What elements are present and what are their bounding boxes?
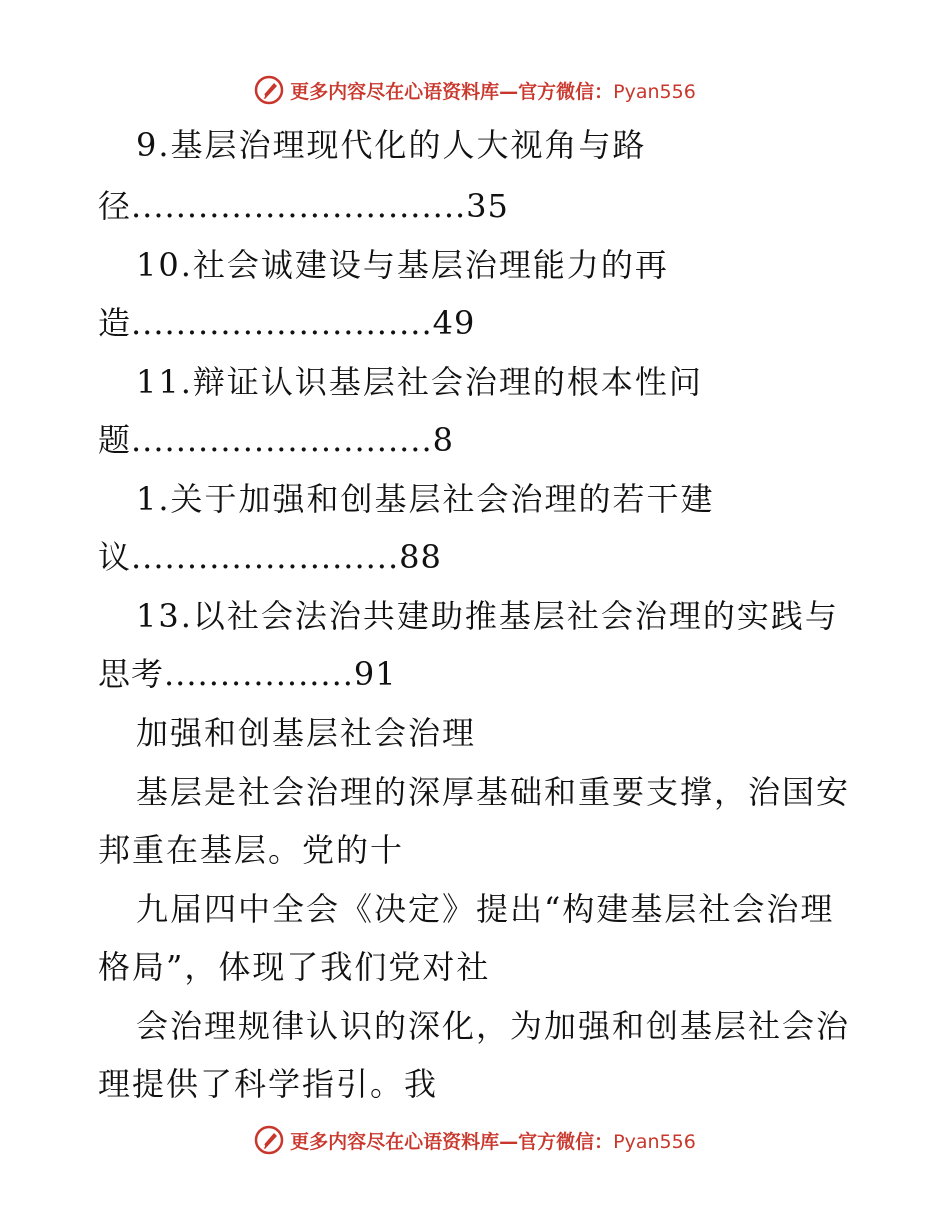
watermark-id: Pyan556 bbox=[613, 1130, 696, 1153]
toc-entry-13-title: 13.以社会法治共建助推基层社会治理的实践与 bbox=[136, 597, 839, 635]
paragraph-2-line-1: 九届四中全会《决定》提出“构建基层社会治理 bbox=[136, 890, 835, 928]
toc-entry-11-title: 11.辩证认识基层社会治理的根本性问 bbox=[136, 363, 703, 401]
toc-entry-13-tail: 思考.................91 bbox=[98, 655, 397, 693]
paragraph-3-line-2: 理提供了科学指引。我 bbox=[98, 1065, 439, 1103]
footer-watermark bbox=[0, 1120, 950, 1160]
paragraph-1-line-1: 基层是社会治理的深厚基础和重要支撑，治国安 bbox=[136, 773, 851, 811]
section-heading: 加强和创基层社会治理 bbox=[136, 714, 477, 752]
paragraph-1-line-2: 邦重在基层。党的十 bbox=[98, 831, 405, 869]
pen-logo-icon bbox=[254, 75, 284, 105]
watermark-text: 更多内容尽在心语资料库—官方微信：Pyan556 bbox=[290, 1130, 696, 1153]
watermark-id: Pyan556 bbox=[613, 80, 696, 103]
toc-entry-10-tail: 造...........................49 bbox=[98, 304, 476, 342]
toc-entry-9-title: 9.基层治理现代化的人大视角与路 bbox=[136, 126, 647, 164]
paragraph-2-line-2: 格局”，体现了我们党对社 bbox=[98, 948, 491, 986]
pen-logo-icon bbox=[254, 1125, 284, 1155]
toc-entry-11-tail: 题...........................8 bbox=[98, 421, 455, 459]
toc-entry-12-title: 1.关于加强和创基层社会治理的若干建 bbox=[136, 480, 715, 518]
paragraph-3-line-1: 会治理规律认识的深化，为加强和创基层社会治 bbox=[136, 1007, 851, 1045]
toc-entry-12-tail: 议........................88 bbox=[98, 538, 442, 576]
toc-entry-9-tail: 径..............................35 bbox=[98, 187, 509, 225]
header-watermark bbox=[0, 70, 950, 110]
toc-entry-10-title: 10.社会诚建设与基层治理能力的再 bbox=[136, 246, 669, 284]
watermark-text: 更多内容尽在心语资料库—官方微信：Pyan556 bbox=[290, 80, 696, 103]
